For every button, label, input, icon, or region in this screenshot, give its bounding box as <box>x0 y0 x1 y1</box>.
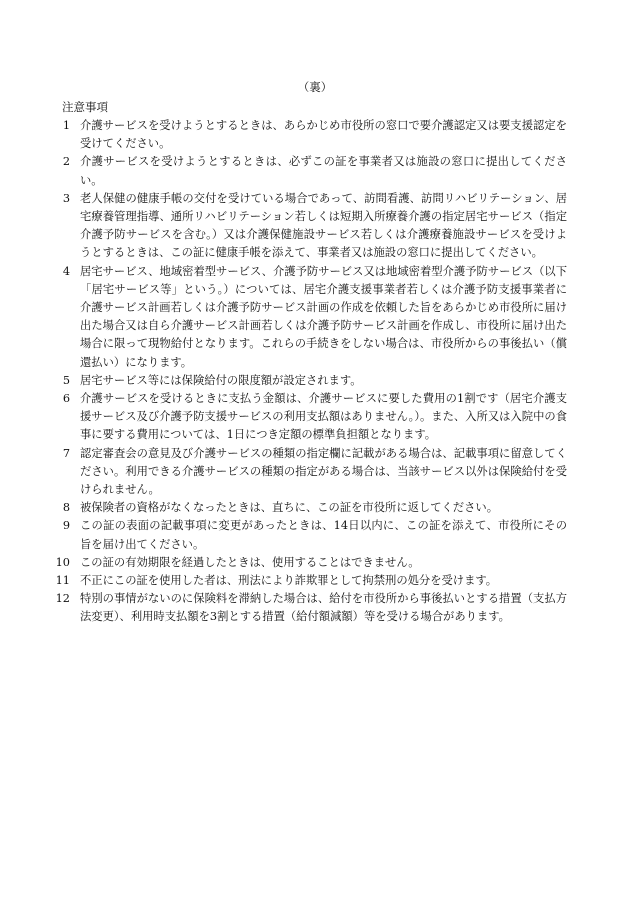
note-item <box>62 153 567 189</box>
note-text: 特別の事情がないのに保険料を滞納した場合は、給付を市役所から事後払いとする措置（支払方法変更）、利用時支払額を3割とする措置（給付額減額）等を受ける場合があります。 <box>80 592 567 624</box>
notes-heading: 注意事項 <box>62 100 108 114</box>
note-number: 1 <box>62 119 70 132</box>
note-item <box>62 499 567 517</box>
note-text: 介護サービスを受けようとするときは、必ずこの証を事業者又は施設の窓口に提出してください。 <box>80 155 567 187</box>
note-number: 12 <box>55 592 70 606</box>
notes-list <box>0 117 630 627</box>
note-text: 不正にこの証を使用した者は、刑法により詐欺罪として拘禁刑の処分を受けます。 <box>80 574 498 588</box>
note-number: 6 <box>62 392 70 406</box>
note-number: 5 <box>62 373 70 387</box>
note-item <box>62 390 567 445</box>
note-text: 介護サービスを受けるときに支払う金額は、介護サービスに要した費用の1割です（居宅介護支援サービス及び介護予防支援サービスの利用支払額はありません。）。また、入所又は入院中の食事に要する費用については、1日につき定額の標準負担額となります。 <box>80 392 567 442</box>
note-number: 11 <box>55 574 70 588</box>
note-text: 被保険者の資格がなくなったときは、直ちに、この証を市役所に返してください。 <box>80 501 498 515</box>
note-number: 4 <box>62 264 70 278</box>
note-item <box>55 590 567 626</box>
note-text: 介護サービスを受けようとするときは、あらかじめ市役所の窓口で要介護認定又は要支援認定を受けてください。 <box>80 119 567 151</box>
note-item <box>55 554 567 572</box>
note-item <box>62 117 567 153</box>
note-item <box>55 572 567 590</box>
note-item <box>62 445 567 500</box>
note-text: 居宅サービス等には保険給付の限度額が設定されます。 <box>80 373 362 387</box>
note-item <box>62 372 567 390</box>
note-number: 2 <box>62 155 70 169</box>
note-item <box>62 190 567 263</box>
note-text: 老人保健の健康手帳の交付を受けている場合であって、訪問看護、訪問リハビリテーション、居宅療養管理指導、通所リハビリテーション若しくは短期入所療養介護の指定居宅サービス（指定介護予防サービスを含む。）又は介護保健施設サービス若しくは介護療養施設サービスを受けようとするときは、この証に健康手帳を添えて、事業者又は施設の窓口に提出してください。 <box>80 191 567 260</box>
note-item <box>62 263 567 372</box>
note-text: この証の表面の記載事項に変更があったときは、14日以内に、この証を添えて、市役所にその旨を届け出てください。 <box>80 519 567 551</box>
note-text: 居宅サービス、地域密着型サービス、介護予防サービス又は地域密着型介護予防サービス（以下「居宅サービス等」という。）については、居宅介護支援事業者若しくは介護予防支援事業者に介護サービス計画若しくは介護予防サービス計画の作成を依頼した旨をあらかじめ市役所に届け出た場合又は自ら介護サービス計画若しくは介護予防サービス計画を作成し、市役所に届け出た場合に限って現物給付となります。これらの手続きをしない場合は、市役所からの事後払い（償還払い）になります。 <box>80 264 567 369</box>
note-number: 8 <box>62 501 70 515</box>
page-title: （裏） <box>297 80 333 94</box>
note-number: 3 <box>62 191 70 205</box>
note-item <box>62 517 567 553</box>
note-number: 7 <box>62 446 70 460</box>
note-text: 認定審査会の意見及び介護サービスの種類の指定欄に記載がある場合は、記載事項に留意してください。利用できる介護サービスの種類の指定がある場合は、当該サービス以外は保険給付を受けられません。 <box>80 446 567 497</box>
note-number: 10 <box>55 555 70 569</box>
note-number: 9 <box>62 519 70 533</box>
note-text: この証の有効期限を経過したときは、使用することはできません。 <box>80 555 420 569</box>
